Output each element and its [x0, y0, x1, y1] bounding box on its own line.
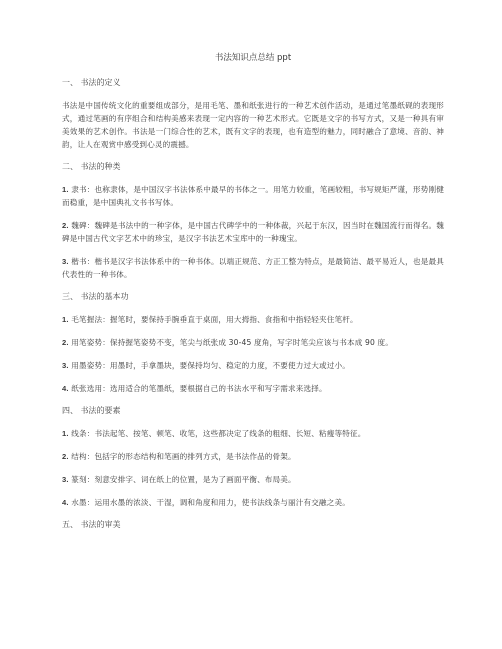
item-number: 1. — [62, 185, 69, 194]
list-item — [62, 427, 444, 440]
item-number: 3. — [62, 361, 69, 370]
list-item — [62, 382, 444, 395]
item-text: 隶书：也称隶体，是中国汉字书法体系中最早的书体之一。用笔力较重，笔画较粗，书写规矩严谨，形势刚健而稳重，是中国典礼文书书写体。 — [62, 185, 444, 207]
item-text: 篆刻：刻意安排字、词在纸上的位置，是为了画面平衡、布局美。 — [71, 475, 296, 484]
list-item — [62, 336, 444, 349]
item-text: 结构：包括字的形态结构和笔画的排列方式，是书法作品的骨架。 — [71, 452, 296, 461]
item-text: 纸张选用：选用适合的笔墨纸，要根据自己的书法水平和写字需求来选择。 — [71, 384, 327, 393]
item-number: 2. — [62, 452, 69, 461]
list-item — [62, 359, 444, 372]
item-text: 水墨：运用水墨的浓淡、干湿，调和角度和用力，使书法线条与丽汁有交融之美。 — [71, 498, 350, 507]
section-heading-elements: 四、 书法的要素 — [62, 406, 121, 415]
item-text: 用墨姿势：用墨时，手拿墨块，要保持均匀、稳定的力度，不要使力过大或过小。 — [71, 361, 350, 370]
section-heading-definition: 一、 书法的定义 — [62, 78, 121, 87]
list-item — [62, 313, 444, 326]
item-number: 2. — [62, 338, 69, 347]
section-heading-types: 二、 书法的种类 — [62, 162, 121, 171]
list-item — [62, 496, 444, 509]
item-number: 3. — [62, 475, 69, 484]
item-number: 3. — [62, 257, 69, 266]
definition-paragraph: 书法是中国传统文化的重要组成部分，是用毛笔、墨和纸张进行的一种艺术创作活动，是通过笔墨纸砚的表现形式，通过笔画的有序组合和结构美感来表现一定内容的一种艺术形式。它既是文字的书写方式，又是一种具有审美效果的艺术创作。书法是一门综合性的艺术，既有文字的表现，也有造型的魅力，同时融合了意境、音韵、神韵，让人在观赏中感受到心灵的震撼。 — [62, 101, 444, 149]
document-title: 书法知识点总结 ppt — [214, 53, 292, 63]
item-number: 1. — [62, 429, 69, 438]
section-heading-basics: 三、 书法的基本功 — [62, 292, 129, 301]
list-item — [62, 450, 444, 463]
item-text: 毛笔握法：握笔时，要保持手腕垂直于桌面，用大拇指、食指和中指轻轻夹住笔杆。 — [71, 315, 358, 324]
list-item — [62, 473, 444, 486]
list-item — [62, 219, 444, 245]
item-number: 4. — [62, 498, 69, 507]
item-number: 2. — [62, 221, 69, 230]
section-heading-aesthetics: 五、 书法的审美 — [62, 520, 121, 529]
list-item — [62, 255, 444, 281]
item-text: 用笔姿势：保持握笔姿势不变，笔尖与纸张成 30-45 度角，写字时笔尖应该与书本成 90 度。 — [71, 338, 394, 347]
item-text: 线条：书法起笔、按笔、顿笔、收笔，这些都决定了线条的粗细、长短、粘瘦等特征。 — [71, 429, 366, 438]
item-number: 1. — [62, 315, 69, 324]
list-item — [62, 183, 444, 209]
item-text: 魏碑：魏碑是书法中的一种字体，是中国古代碑学中的一种体裁，兴起于东汉，因当时在魏国流行而得名。魏碑是中国古代文字艺术中的珍宝，是汉字书法艺术宝库中的一种瑰宝。 — [62, 221, 444, 243]
item-number: 4. — [62, 384, 69, 393]
item-text: 楷书：楷书是汉字书法体系中的一种书体。以端正规范、方正工整为特点，是最简洁、最平易近人，也是最具代表性的一种书体。 — [62, 257, 444, 279]
